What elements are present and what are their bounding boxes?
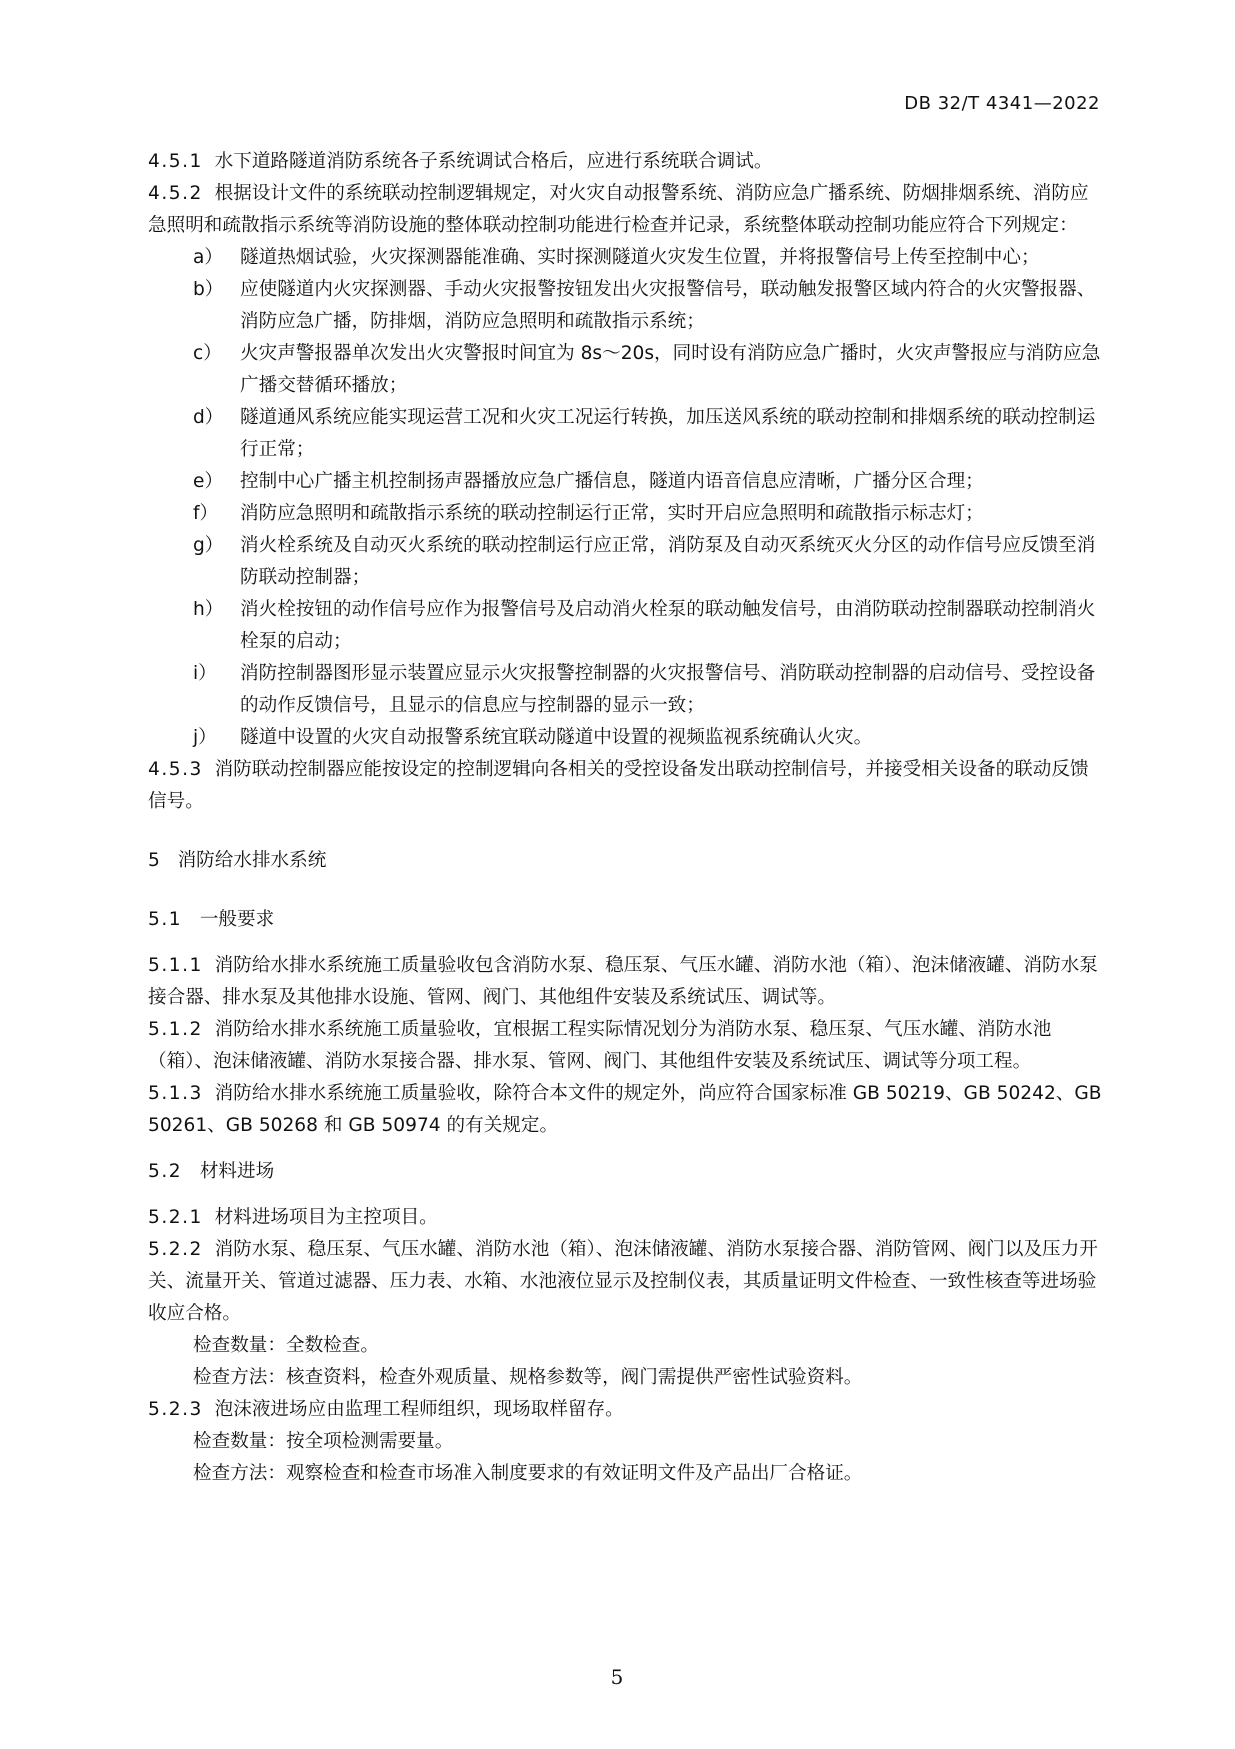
page-number: 5 bbox=[610, 1665, 624, 1689]
clause-5-2-2 bbox=[148, 1234, 1103, 1330]
list-item-label: b） bbox=[193, 279, 224, 300]
section-number: 5.2 bbox=[148, 1161, 183, 1182]
list-item-text: 消防控制器图形显示装置应显示火灾报警控制器的火灾报警信号、消防联动控制器的启动信号、受控设备的动作反馈信号，且显示的信息应与控制器的显示一致； bbox=[240, 663, 1096, 716]
list-item-text: 火灾声警报器单次发出火灾警报时间宜为 8s～20s，同时设有消防应急广播时，火灾声警报应与消防应急广播交替循环播放； bbox=[240, 343, 1101, 396]
clause-number: 4.5.1 bbox=[148, 151, 203, 172]
clause-text: 消防联动控制器应能按设定的控制逻辑向各相关的受控设备发出联动控制信号，并接受相关设备的联动反馈信号。 bbox=[148, 759, 1089, 812]
list-item-text: 消防应急照明和疏散指示系统的联动控制运行正常，实时开启应急照明和疏散指示标志灯； bbox=[240, 503, 984, 524]
list-item-text: 控制中心广播主机控制扬声器播放应急广播信息，隧道内语音信息应清晰，广播分区合理； bbox=[240, 471, 984, 492]
list-item-text: 隧道热烟试验，火灾探测器能准确、实时探测隧道火灾发生位置，并将报警信号上传至控制中心； bbox=[240, 247, 1040, 268]
section-heading bbox=[148, 1156, 1103, 1188]
clause-text: 泡沫液进场应由监理工程师组织，现场取样留存。 bbox=[214, 1399, 624, 1420]
chapter-title: 消防给水排水系统 bbox=[177, 850, 327, 871]
list-item bbox=[148, 338, 1103, 402]
list-item-label: j） bbox=[193, 727, 217, 748]
clause-4-5-1 bbox=[148, 146, 1103, 178]
clause-number: 4.5.2 bbox=[148, 183, 203, 204]
section-heading bbox=[148, 904, 1103, 936]
clause-text: 根据设计文件的系统联动控制逻辑规定，对火灾自动报警系统、消防应急广播系统、防烟排烟系统、消防应急照明和疏散指示系统等消防设施的整体联动控制功能进行检查并记录，系统整体联动控制功能应符合下列规定： bbox=[148, 183, 1089, 236]
clause-number: 5.2.1 bbox=[148, 1207, 203, 1228]
list-item bbox=[148, 242, 1103, 274]
clause-5-1-3 bbox=[148, 1078, 1103, 1142]
standard-number: DB 32/T 4341—2022 bbox=[904, 93, 1100, 114]
list-item-text: 消火栓系统及自动灭火系统的联动控制运行应正常，消防泵及自动灭系统灭火分区的动作信号应反馈至消防联动控制器； bbox=[240, 535, 1096, 588]
list-item-text: 应使隧道内火灾探测器、手动火灾报警按钮发出火灾报警信号，联动触发报警区域内符合的火灾警报器、消防应急广播，防排烟，消防应急照明和疏散指示系统； bbox=[240, 279, 1096, 332]
clause-text: 消防水泵、稳压泵、气压水罐、消防水池（箱）、泡沫储液罐、消防水泵接合器、消防管网、阀门以及压力开关、流量开关、管道过滤器、压力表、水箱、水池液位显示及控制仪表，其质量证明文件检查、一致性核查等进场验收应合格。 bbox=[148, 1239, 1098, 1324]
clause-number: 5.1.1 bbox=[148, 955, 203, 976]
section-number: 5.1 bbox=[148, 909, 183, 930]
list-item-text: 隧道通风系统应能实现运营工况和火灾工况运行转换，加压送风系统的联动控制和排烟系统的联动控制运行正常； bbox=[240, 407, 1096, 460]
list-item bbox=[148, 466, 1103, 498]
clause-number: 5.2.2 bbox=[148, 1239, 203, 1260]
clause-text: 消防给水排水系统施工质量验收，宜根据工程实际情况划分为消防水泵、稳压泵、气压水罐、消防水池（箱）、泡沫储液罐、消防水泵接合器、排水泵、管网、阀门、其他组件安装及系统试压、调试等分项工程。 bbox=[148, 1019, 1052, 1072]
clause-number: 5.1.3 bbox=[148, 1083, 203, 1104]
list-item-label: a） bbox=[193, 247, 223, 268]
list-item-label: c） bbox=[193, 343, 222, 364]
list-item-label: f） bbox=[193, 503, 219, 524]
clause-text: 消防给水排水系统施工质量验收，除符合本文件的规定外，尚应符合国家标准 GB 50219、GB 50242、GB 50261、GB 50268 和 GB 50974 的有关规定。 bbox=[148, 1083, 1102, 1136]
clause-text: 水下道路隧道消防系统各子系统调试合格后，应进行系统联合调试。 bbox=[214, 151, 773, 172]
clause-text: 消防给水排水系统施工质量验收包含消防水泵、稳压泵、气压水罐、消防水池（箱）、泡沫储液罐、消防水泵接合器、排水泵及其他排水设施、管网、阀门、其他组件安装及系统试压、调试等。 bbox=[148, 955, 1098, 1008]
inspection-method: 检查方法：观察检查和检查市场准入制度要求的有效证明文件及产品出厂合格证。 bbox=[193, 1463, 863, 1484]
section-title: 一般要求 bbox=[199, 909, 275, 930]
list-item bbox=[148, 498, 1103, 530]
list-item-label: d） bbox=[193, 407, 224, 428]
list-item-label: e） bbox=[193, 471, 224, 492]
list-item-label: g） bbox=[193, 535, 224, 556]
clause-number: 5.2.3 bbox=[148, 1399, 203, 1420]
clause-5-1-1 bbox=[148, 950, 1103, 1014]
list-item bbox=[148, 530, 1103, 594]
clause-number: 4.5.3 bbox=[148, 759, 203, 780]
clause-5-2-1 bbox=[148, 1202, 1103, 1234]
clause-4-5-3 bbox=[148, 754, 1103, 818]
clause-5-1-2 bbox=[148, 1014, 1103, 1078]
list-item-label: h） bbox=[193, 599, 224, 620]
chapter-heading bbox=[148, 845, 1103, 877]
list-item bbox=[148, 594, 1103, 658]
clause-5-2-3 bbox=[148, 1394, 1103, 1426]
clause-4-5-2 bbox=[148, 178, 1103, 242]
chapter-number: 5 bbox=[148, 850, 160, 871]
inspection-quantity: 检查数量：全数检查。 bbox=[193, 1335, 379, 1356]
document-body bbox=[148, 146, 1103, 1490]
section-title: 材料进场 bbox=[199, 1161, 275, 1182]
list-item bbox=[148, 722, 1103, 754]
clause-text: 材料进场项目为主控项目。 bbox=[214, 1207, 438, 1228]
list-item-text: 隧道中设置的火灾自动报警系统宜联动隧道中设置的视频监视系统确认火灾。 bbox=[240, 727, 873, 748]
inspection-quantity: 检查数量：按全项检测需要量。 bbox=[193, 1431, 454, 1452]
list-item bbox=[148, 274, 1103, 338]
list-item-text: 消火栓按钮的动作信号应作为报警信号及启动消火栓泵的联动触发信号，由消防联动控制器联动控制消火栓泵的启动； bbox=[240, 599, 1096, 652]
clause-number: 5.1.2 bbox=[148, 1019, 203, 1040]
list-item bbox=[148, 402, 1103, 466]
list-item-label: i） bbox=[193, 663, 217, 684]
inspection-method: 检查方法：核查资料，检查外观质量、规格参数等，阀门需提供严密性试验资料。 bbox=[193, 1367, 863, 1388]
list-item bbox=[148, 658, 1103, 722]
